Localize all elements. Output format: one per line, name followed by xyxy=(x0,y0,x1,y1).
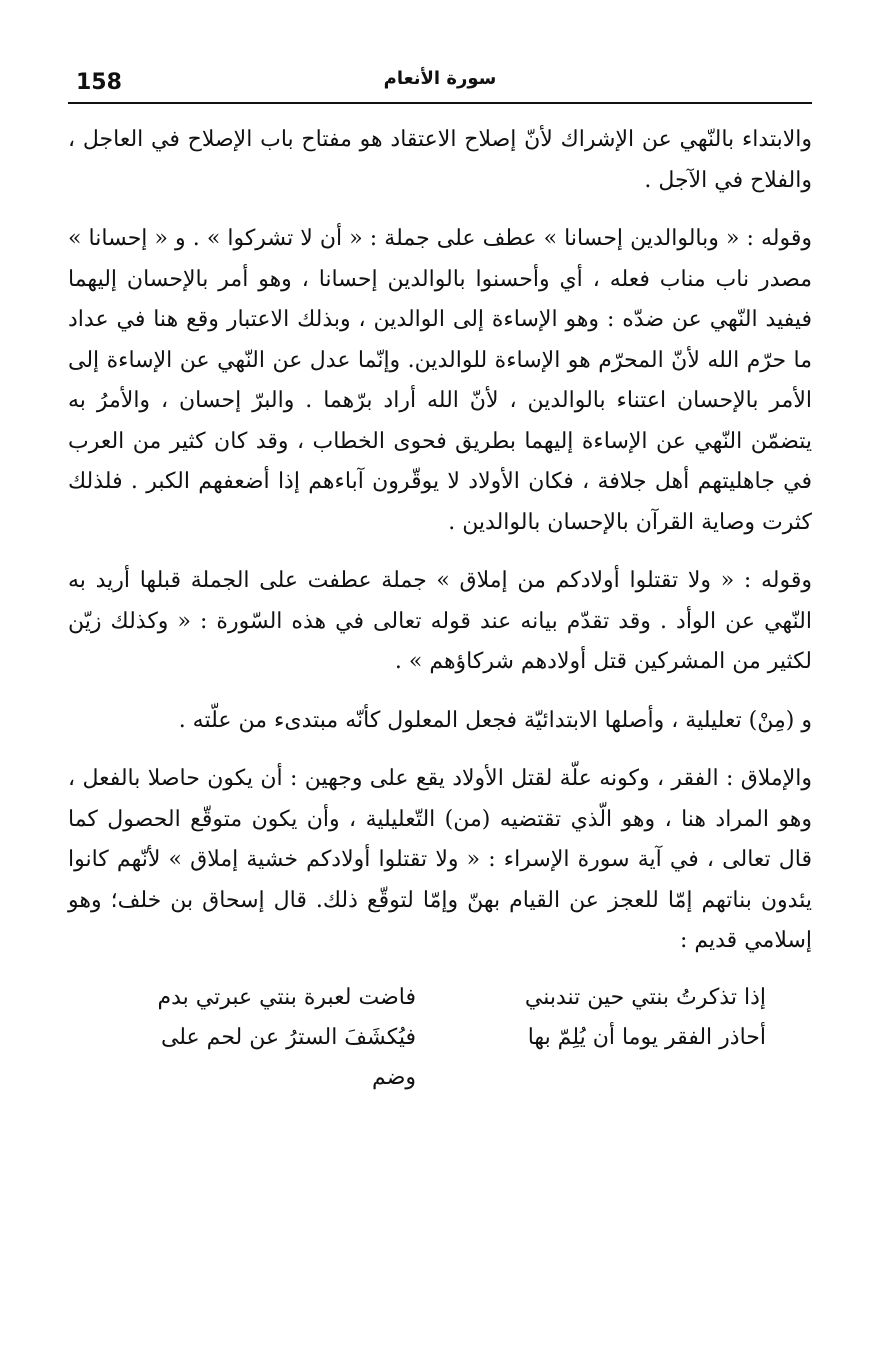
poem-hemistich-first: أحاذر الفقر يوما أن يُلِمّ بها xyxy=(527,1024,766,1050)
poem-hemistich-first: إذا تذكرتُ بنتي حين تندبني xyxy=(524,984,766,1010)
paragraph: و (مِنْ) تعليلية ، وأصلها الابتدائيّة فجعل المعلول كأنّه مبتدىء من علّته . xyxy=(178,707,812,733)
page-number: 158 xyxy=(76,70,122,95)
poem-line xyxy=(68,1018,812,1098)
page-body xyxy=(68,120,812,1098)
header-rule xyxy=(68,102,812,104)
paragraph: والابتداء بالنّهي عن الإشراك لأنّ إصلاح الاعتقاد هو مفتاح باب الإصلاح في العاجل ، والفلاح في الآجل . xyxy=(68,127,812,193)
paragraph: وقوله : « ولا تقتلوا أولادكم من إملاق » جملة عطفت على الجملة قبلها أريد به النّهي عن الوأد . وقد تقدّم بيانه عند قوله تعالى في هذه السّورة : « وكذلك زيّن لكثير من المشركين قتل أولادهم شركاؤهم » . xyxy=(68,568,812,674)
paragraph: والإملاق : الفقر ، وكونه علّة لقتل الأولاد يقع على وجهين : أن يكون حاصلا بالفعل ، وهو المراد هنا ، وهو الّذي تقتضيه (من) التّعليلية ، وأن يكون متوقّع الحصول كما قال تعالى ، في آية سورة الإسراء : « ولا تقتلوا أولادكم خشية إملاق » لأنّهم كانوا يئدون بناتهم إمّا للعجز عن القيام بهنّ وإمّا لتوقّع ذلك. قال إسحاق بن خلف؛ وهو إسلامي قديم : xyxy=(68,766,812,953)
poem-hemistich-second: فيُكشَفَ السترُ عن لحم على وضم xyxy=(160,1024,416,1090)
running-title: سورة الأنعام xyxy=(383,68,497,89)
poem-line xyxy=(68,978,812,1018)
poem xyxy=(68,978,812,1098)
paragraph: وقوله : « وبالوالدين إحسانا » عطف على جملة : « أن لا تشركوا » . و « إحسانا » مصدر ناب مناب فعله ، أي وأحسنوا بالوالدين إحسانا ، وهو أمر بالإحسان إليهما فيفيد النّهي عن ضدّه : وهو الإساءة إلى الوالدين ، وبذلك الاعتبار وقع هنا في عداد ما حرّم الله لأنّ المحرّم هو الإساءة للوالدين. وإنّما عدل عن النّهي عن الإساءة إلى الأمر بالإحسان اعتناء بالوالدين ، لأنّ الله أراد برّهما . والبرّ إحسان ، والأمرُ به يتضمّن النّهي عن الإساءة إليهما بطريق فحوى الخطاب ، وقد كان كثير من العرب في جاهليتهم أهل جلافة ، فكان الأولاد لا يوقّرون آباءهم إذا أضعفهم الكبر . فلذلك كثرت وصاية القرآن بالإحسان بالوالدين . xyxy=(68,226,812,535)
page-header xyxy=(68,68,812,102)
poem-hemistich-second: فاضت لعبرة بنتي عبرتي بدم xyxy=(157,984,416,1010)
